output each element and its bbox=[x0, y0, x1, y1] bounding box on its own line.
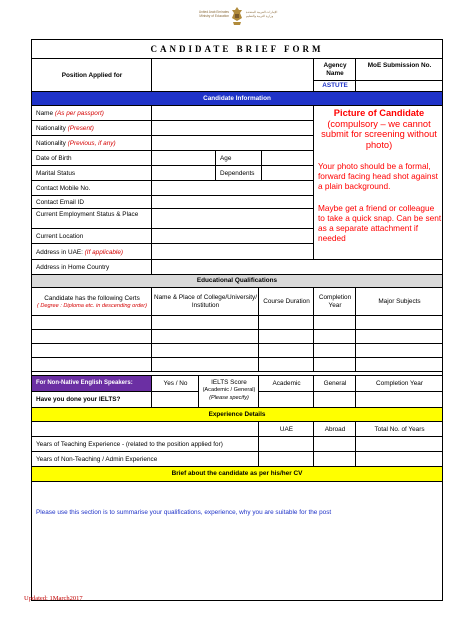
marital-label-cell bbox=[31, 165, 152, 181]
agency-value: ASTUTE bbox=[322, 82, 348, 89]
employment-input[interactable] bbox=[151, 208, 314, 229]
brief-textarea[interactable] bbox=[31, 481, 443, 601]
edu-row2-c5[interactable] bbox=[355, 329, 443, 344]
updated-date: Updated: 1March2017 bbox=[24, 595, 83, 602]
nationality-label: Nationality bbox=[36, 125, 66, 132]
teaching-abroad-input[interactable] bbox=[313, 436, 356, 452]
employment-label-cell bbox=[31, 208, 152, 229]
edu-col1-hint: ( Degree : Diploma etc. in descending order) bbox=[36, 303, 148, 309]
picture-instructions-2: Maybe get a friend or colleague to take a quick snap. Can be sent as a separate attachment if needed bbox=[318, 203, 442, 243]
general-header bbox=[313, 375, 356, 392]
mobile-input[interactable] bbox=[151, 180, 314, 196]
general-input[interactable] bbox=[313, 391, 356, 408]
dependents-label-cell bbox=[215, 165, 262, 181]
uae-header bbox=[258, 421, 314, 437]
teaching-exp-label: Years of Teaching Experience - (related to the position applied for) bbox=[36, 441, 223, 448]
email-label: Contact Email ID bbox=[36, 199, 84, 206]
edu-col3-header bbox=[258, 287, 314, 316]
position-label: Position Applied for bbox=[61, 72, 123, 79]
edu-col5-label: Major Subjects bbox=[378, 298, 421, 305]
academic-input[interactable] bbox=[258, 391, 314, 408]
ielts-completion-input[interactable] bbox=[355, 391, 443, 408]
non-native-label: For Non-Native English Speakers: bbox=[36, 380, 133, 386]
nationality-prev-hint: (Previous, if any) bbox=[67, 140, 116, 147]
edu-row4-c5[interactable] bbox=[355, 357, 443, 372]
edu-row3-c3[interactable] bbox=[258, 343, 314, 358]
nationality-prev-label-cell bbox=[31, 135, 152, 151]
edu-row3-c4[interactable] bbox=[313, 343, 356, 358]
ielts-score-label: IELTS Score bbox=[211, 379, 247, 386]
address-home-label: Address in Home Country bbox=[36, 264, 110, 271]
non-teaching-label: Years of Non-Teaching / Admin Experience bbox=[36, 456, 158, 463]
moe-label-cell bbox=[355, 58, 443, 81]
name-label-cell bbox=[31, 105, 152, 121]
address-home-input[interactable] bbox=[151, 259, 443, 275]
ielts-type-hint: (Academic / General) bbox=[202, 387, 256, 393]
dob-label: Date of Birth bbox=[36, 155, 72, 162]
academic-header bbox=[258, 375, 314, 392]
position-label-cell bbox=[31, 58, 152, 92]
edu-row2-c4[interactable] bbox=[313, 329, 356, 344]
edu-col1-label: Candidate has the following Certs bbox=[44, 295, 140, 302]
edu-row3-c2[interactable] bbox=[151, 343, 259, 358]
edu-row2-c3[interactable] bbox=[258, 329, 314, 344]
edu-row4-c3[interactable] bbox=[258, 357, 314, 372]
picture-instructions-1: Your photo should be a formal, forward facing head shot against a plain background. bbox=[318, 161, 438, 191]
edu-row3-c1[interactable] bbox=[31, 343, 152, 358]
dob-input[interactable] bbox=[151, 150, 216, 166]
address-uae-input[interactable] bbox=[151, 243, 314, 260]
edu-row2-c1[interactable] bbox=[31, 329, 152, 344]
total-years-label: Total No. of Years bbox=[374, 426, 425, 433]
ielts-score-header bbox=[198, 375, 259, 408]
edu-col4-header bbox=[313, 287, 356, 316]
nationality-prev-input[interactable] bbox=[151, 135, 314, 151]
ielts-completion-header bbox=[355, 375, 443, 392]
employment-label: Current Employment Status & Place bbox=[36, 211, 139, 218]
logo-arabic-text: الإمارات العربية المتحدة وزارة التربية والتعليم bbox=[246, 10, 278, 18]
academic-label: Academic bbox=[272, 380, 301, 387]
candidate-picture-box[interactable] bbox=[313, 105, 443, 260]
address-home-label-cell bbox=[31, 259, 152, 275]
picture-title: Picture of Candidate bbox=[333, 108, 425, 118]
ielts-question: Have you done your IELTS? bbox=[36, 396, 121, 403]
experience-blank-cell bbox=[31, 421, 259, 437]
total-years-header bbox=[355, 421, 443, 437]
edu-row1-c4[interactable] bbox=[313, 315, 356, 330]
moe-label: MoE Submission No. bbox=[367, 62, 432, 69]
edu-row1-c1[interactable] bbox=[31, 315, 152, 330]
address-uae-label: Address in UAE: bbox=[36, 249, 83, 256]
location-input[interactable] bbox=[151, 228, 314, 244]
edu-col1-header bbox=[31, 287, 152, 316]
edu-row2-c2[interactable] bbox=[151, 329, 259, 344]
position-input[interactable] bbox=[151, 58, 314, 92]
ielts-question-cell bbox=[31, 391, 152, 408]
name-label: Name bbox=[36, 110, 54, 117]
yes-no-header bbox=[151, 375, 199, 392]
age-label: Age bbox=[220, 155, 232, 162]
agency-label-cell bbox=[313, 58, 356, 81]
abroad-header bbox=[313, 421, 356, 437]
nationality-prev-label: Nationality bbox=[36, 140, 66, 147]
ielts-specify-hint: (Please specify) bbox=[209, 395, 249, 401]
ielts-completion-label: Completion Year bbox=[376, 380, 423, 387]
email-label-cell bbox=[31, 195, 152, 209]
edu-row4-c1[interactable] bbox=[31, 357, 152, 372]
nationality-label-cell bbox=[31, 120, 152, 136]
name-hint: (As per passport) bbox=[54, 110, 104, 117]
edu-row3-c5[interactable] bbox=[355, 343, 443, 358]
teaching-total-input[interactable] bbox=[355, 436, 443, 452]
edu-row4-c2[interactable] bbox=[151, 357, 259, 372]
edu-row4-c4[interactable] bbox=[313, 357, 356, 372]
candidate-info-header: Candidate Information bbox=[31, 91, 443, 106]
non-teaching-total-input[interactable] bbox=[355, 451, 443, 467]
mobile-label-cell bbox=[31, 180, 152, 196]
location-label: Current Location bbox=[36, 233, 84, 240]
ministry-logo bbox=[183, 6, 291, 32]
logo-english-text: United Arab Emirates Ministry of Education bbox=[198, 10, 229, 18]
edu-row1-c5[interactable] bbox=[355, 315, 443, 330]
marital-input[interactable] bbox=[151, 165, 216, 181]
edu-header: Educational Qualifications bbox=[31, 274, 443, 288]
uae-emblem-icon bbox=[230, 6, 244, 26]
name-input[interactable] bbox=[151, 105, 314, 121]
age-input[interactable] bbox=[261, 150, 314, 166]
dob-label-cell bbox=[31, 150, 152, 166]
picture-subtitle: (compulsory – we cannot submit for screening without photo) bbox=[321, 118, 437, 150]
teaching-exp-label-cell bbox=[31, 436, 259, 452]
form-title: CANDIDATE BRIEF FORM bbox=[31, 39, 443, 59]
brief-header: Brief about the candidate as per his/her CV bbox=[31, 466, 443, 482]
nationality-input[interactable] bbox=[151, 120, 314, 136]
edu-col2-label: Name & Place of College/University/ Institution bbox=[154, 294, 258, 309]
email-input[interactable] bbox=[151, 195, 314, 209]
edu-col3-label: Course Duration bbox=[263, 298, 310, 305]
brief-instructions: Please use this section is to summarise your qualifications, experience, why you are suitable for the post bbox=[36, 509, 332, 516]
yes-no-label: Yes / No bbox=[163, 380, 188, 387]
teaching-uae-input[interactable] bbox=[258, 436, 314, 452]
abroad-label: Abroad bbox=[324, 426, 346, 433]
non-teaching-abroad-input[interactable] bbox=[313, 451, 356, 467]
address-uae-label-cell bbox=[31, 243, 152, 260]
mobile-label: Contact Mobile No. bbox=[36, 185, 91, 192]
ielts-yes-no-input[interactable] bbox=[151, 391, 199, 408]
non-native-label-cell bbox=[31, 375, 152, 392]
picture-title-block bbox=[314, 108, 444, 150]
agency-label: Agency Name bbox=[323, 62, 347, 77]
general-label: General bbox=[323, 380, 347, 387]
experience-header: Experience Details bbox=[31, 407, 443, 422]
edu-row1-c2[interactable] bbox=[151, 315, 259, 330]
address-uae-hint: (If applicable) bbox=[84, 249, 124, 256]
age-label-cell bbox=[215, 150, 262, 166]
dependents-label: Dependents bbox=[220, 170, 255, 177]
marital-label: Marital Status bbox=[36, 170, 76, 177]
edu-col5-header bbox=[355, 287, 443, 316]
dependents-input[interactable] bbox=[261, 165, 314, 181]
non-teaching-label-cell bbox=[31, 451, 259, 467]
edu-col4-label: Completion Year bbox=[318, 294, 352, 309]
nationality-hint: (Present) bbox=[67, 125, 94, 132]
edu-col2-header bbox=[151, 287, 259, 316]
non-teaching-uae-input[interactable] bbox=[258, 451, 314, 467]
location-label-cell bbox=[31, 228, 152, 244]
uae-label: UAE bbox=[279, 426, 294, 433]
edu-row1-c3[interactable] bbox=[258, 315, 314, 330]
